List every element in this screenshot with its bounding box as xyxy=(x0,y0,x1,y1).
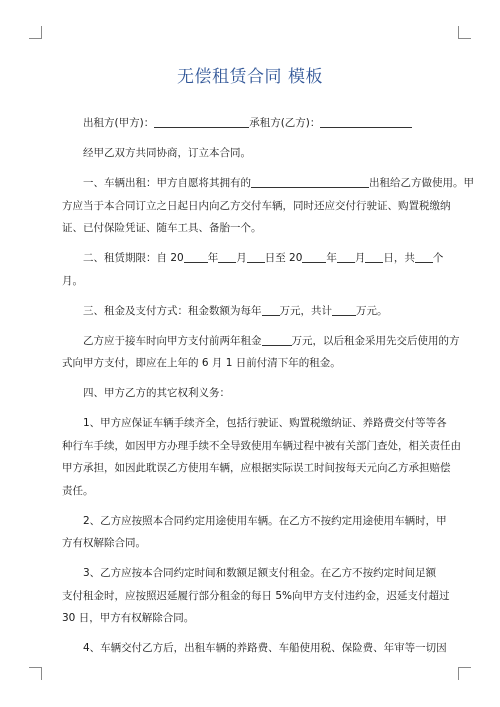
payment-line1: 乙方应于接车时向甲方支付前两年租金 万元，以后租金采用先交后使用的方 xyxy=(62,330,440,353)
clause1-line1: 一、车辆出租：甲方自愿将其拥有的 出租给乙方做使用。甲 xyxy=(62,172,440,195)
crop-mark-bottom-right xyxy=(458,667,471,680)
item3-line1: 3、乙方应按本合同约定时间和数额足额支付租金。在乙方不按约定时间足额 xyxy=(83,567,437,579)
clause1-line3: 证、已付保险凭证、随车工具、备胎一个。 xyxy=(62,222,262,234)
item1-line1: 1、甲方应保证车辆手续齐全，包括行驶证、购置税缴纳证、养路费交付等等各 xyxy=(83,417,447,429)
party-b-blank xyxy=(320,114,412,128)
item2-line2: 方有权解除合同。 xyxy=(62,537,146,549)
item4-line1: 4、车辆交付乙方后，出租车辆的养路费、车船使用税、保险费、年审等一切因 xyxy=(83,642,447,654)
clause2-line1: 二、租赁期限：自 20 年 月 日至 20 年 月 日，共 个 xyxy=(62,247,440,270)
payment-line2: 式向甲方支付，即应在上年的 6 月 1 日前付清下年的租金。 xyxy=(62,357,341,369)
clause1-line2: 方应当于本合同订立之日起日内向乙方交付车辆，同时还应交付行驶证、购置税缴纳 xyxy=(62,199,451,212)
clause2-line2: 月。 xyxy=(62,274,83,287)
document-body xyxy=(62,112,474,660)
item1-line2: 种行车手续，如因甲方办理手续不全导致使用车辆过程中被有关部门查处，相关责任由 xyxy=(62,439,461,452)
clause3-line: 三、租金及支付方式：租金数额为每年 万元，共计 万元。 xyxy=(62,300,440,323)
document-title: 无偿租赁合同 模板 xyxy=(177,67,323,87)
crop-mark-top-left xyxy=(29,26,42,39)
item1-line4: 责任。 xyxy=(62,484,94,497)
clause4-heading: 四、甲方乙方的其它权利义务： xyxy=(83,387,230,399)
party-a-blank xyxy=(154,114,249,128)
parties-line: 出租方(甲方)： 承租方(乙方)： xyxy=(62,112,440,135)
vehicle-blank xyxy=(251,174,369,188)
item2-line1: 2、乙方应按照本合同约定用途使用车辆。在乙方不按约定用途使用车辆时，甲 xyxy=(83,514,447,527)
crop-mark-bottom-left xyxy=(29,667,42,680)
item3-line3: 30 日，甲方有权解除合同。 xyxy=(62,612,195,624)
crop-mark-top-right xyxy=(458,26,471,39)
item1-line3: 甲方承担，如因此耽误乙方使用车辆，应根据实际误工时间按每天元向乙方承担赔偿 xyxy=(62,462,451,474)
item3-line2: 支付租金时，应按照迟延履行部分租金的每日 5%向甲方支付违约金，迟延支付超过 xyxy=(62,589,450,602)
intro-line: 经甲乙双方共同协商，订立本合同。 xyxy=(83,147,251,159)
